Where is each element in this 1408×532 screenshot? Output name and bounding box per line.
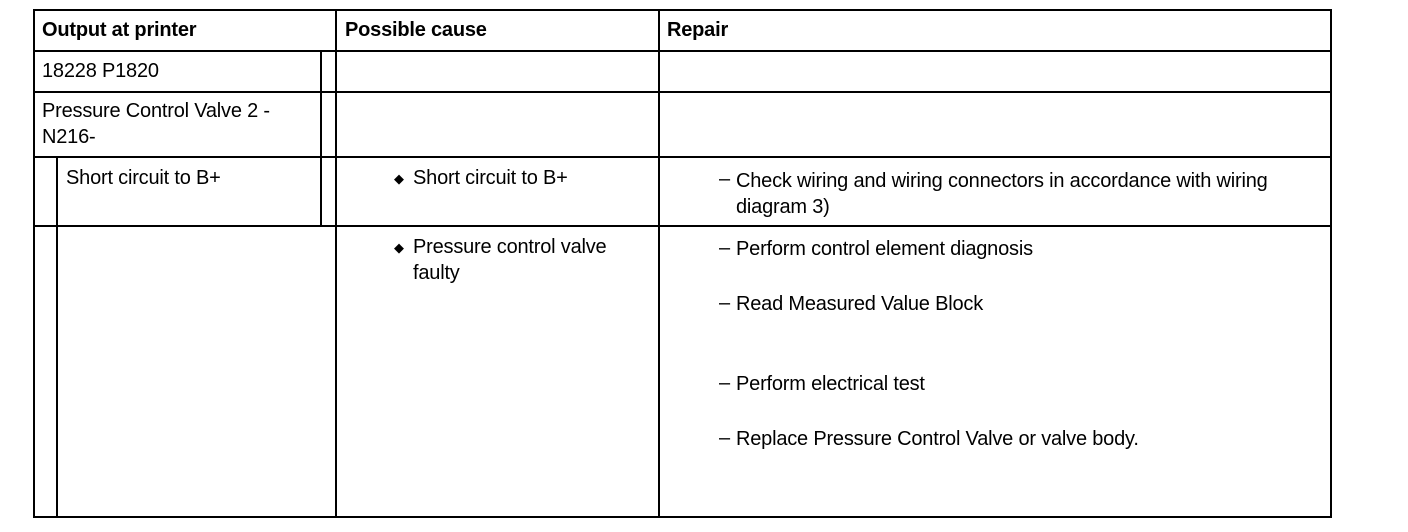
table-border-left	[33, 9, 35, 518]
column-divider-repair	[658, 9, 660, 518]
repair-3: Read Measured Value Block	[736, 293, 983, 315]
repair-dash-3: –	[719, 292, 731, 314]
repair-dash-4: –	[719, 372, 731, 394]
cause-2: Pressure control valve faulty	[413, 236, 607, 284]
repair-dash-5: –	[719, 427, 731, 449]
column-divider-cause	[335, 9, 337, 518]
row-divider-1	[33, 50, 1332, 52]
header-repair: Repair	[667, 19, 729, 41]
cause-1: Short circuit to B+	[413, 167, 568, 189]
row-divider-2	[33, 91, 1332, 93]
component-name: Pressure Control Valve 2 - N216-	[42, 100, 270, 148]
repair-4: Perform electrical test	[736, 373, 925, 395]
repair-5: Replace Pressure Control Valve or valve body.	[736, 428, 1139, 450]
indent-guide-outer	[56, 157, 58, 518]
repair-2: Perform control element diagnosis	[736, 238, 1033, 260]
table-border-top	[33, 9, 1332, 11]
fault-code: 18228 P1820	[42, 60, 159, 82]
cause-bullet-2: ◆	[394, 240, 404, 255]
row-divider-4	[33, 225, 1332, 227]
repair-dash-2: –	[719, 237, 731, 259]
repair-dash-1: –	[719, 168, 731, 190]
table-border-bottom	[33, 516, 1332, 518]
repair-1: Check wiring and wiring connectors in accordance with wiring diagram 3)	[736, 170, 1268, 218]
row-divider-3	[33, 156, 1332, 158]
cause-bullet-1: ◆	[394, 171, 404, 186]
fault-description: Short circuit to B+	[66, 167, 221, 189]
table-border-right	[1330, 9, 1332, 518]
header-possible-cause: Possible cause	[345, 19, 487, 41]
header-output-at-printer: Output at printer	[42, 19, 197, 41]
diagnostic-table	[33, 9, 1332, 518]
sub-divider-output	[320, 51, 322, 227]
